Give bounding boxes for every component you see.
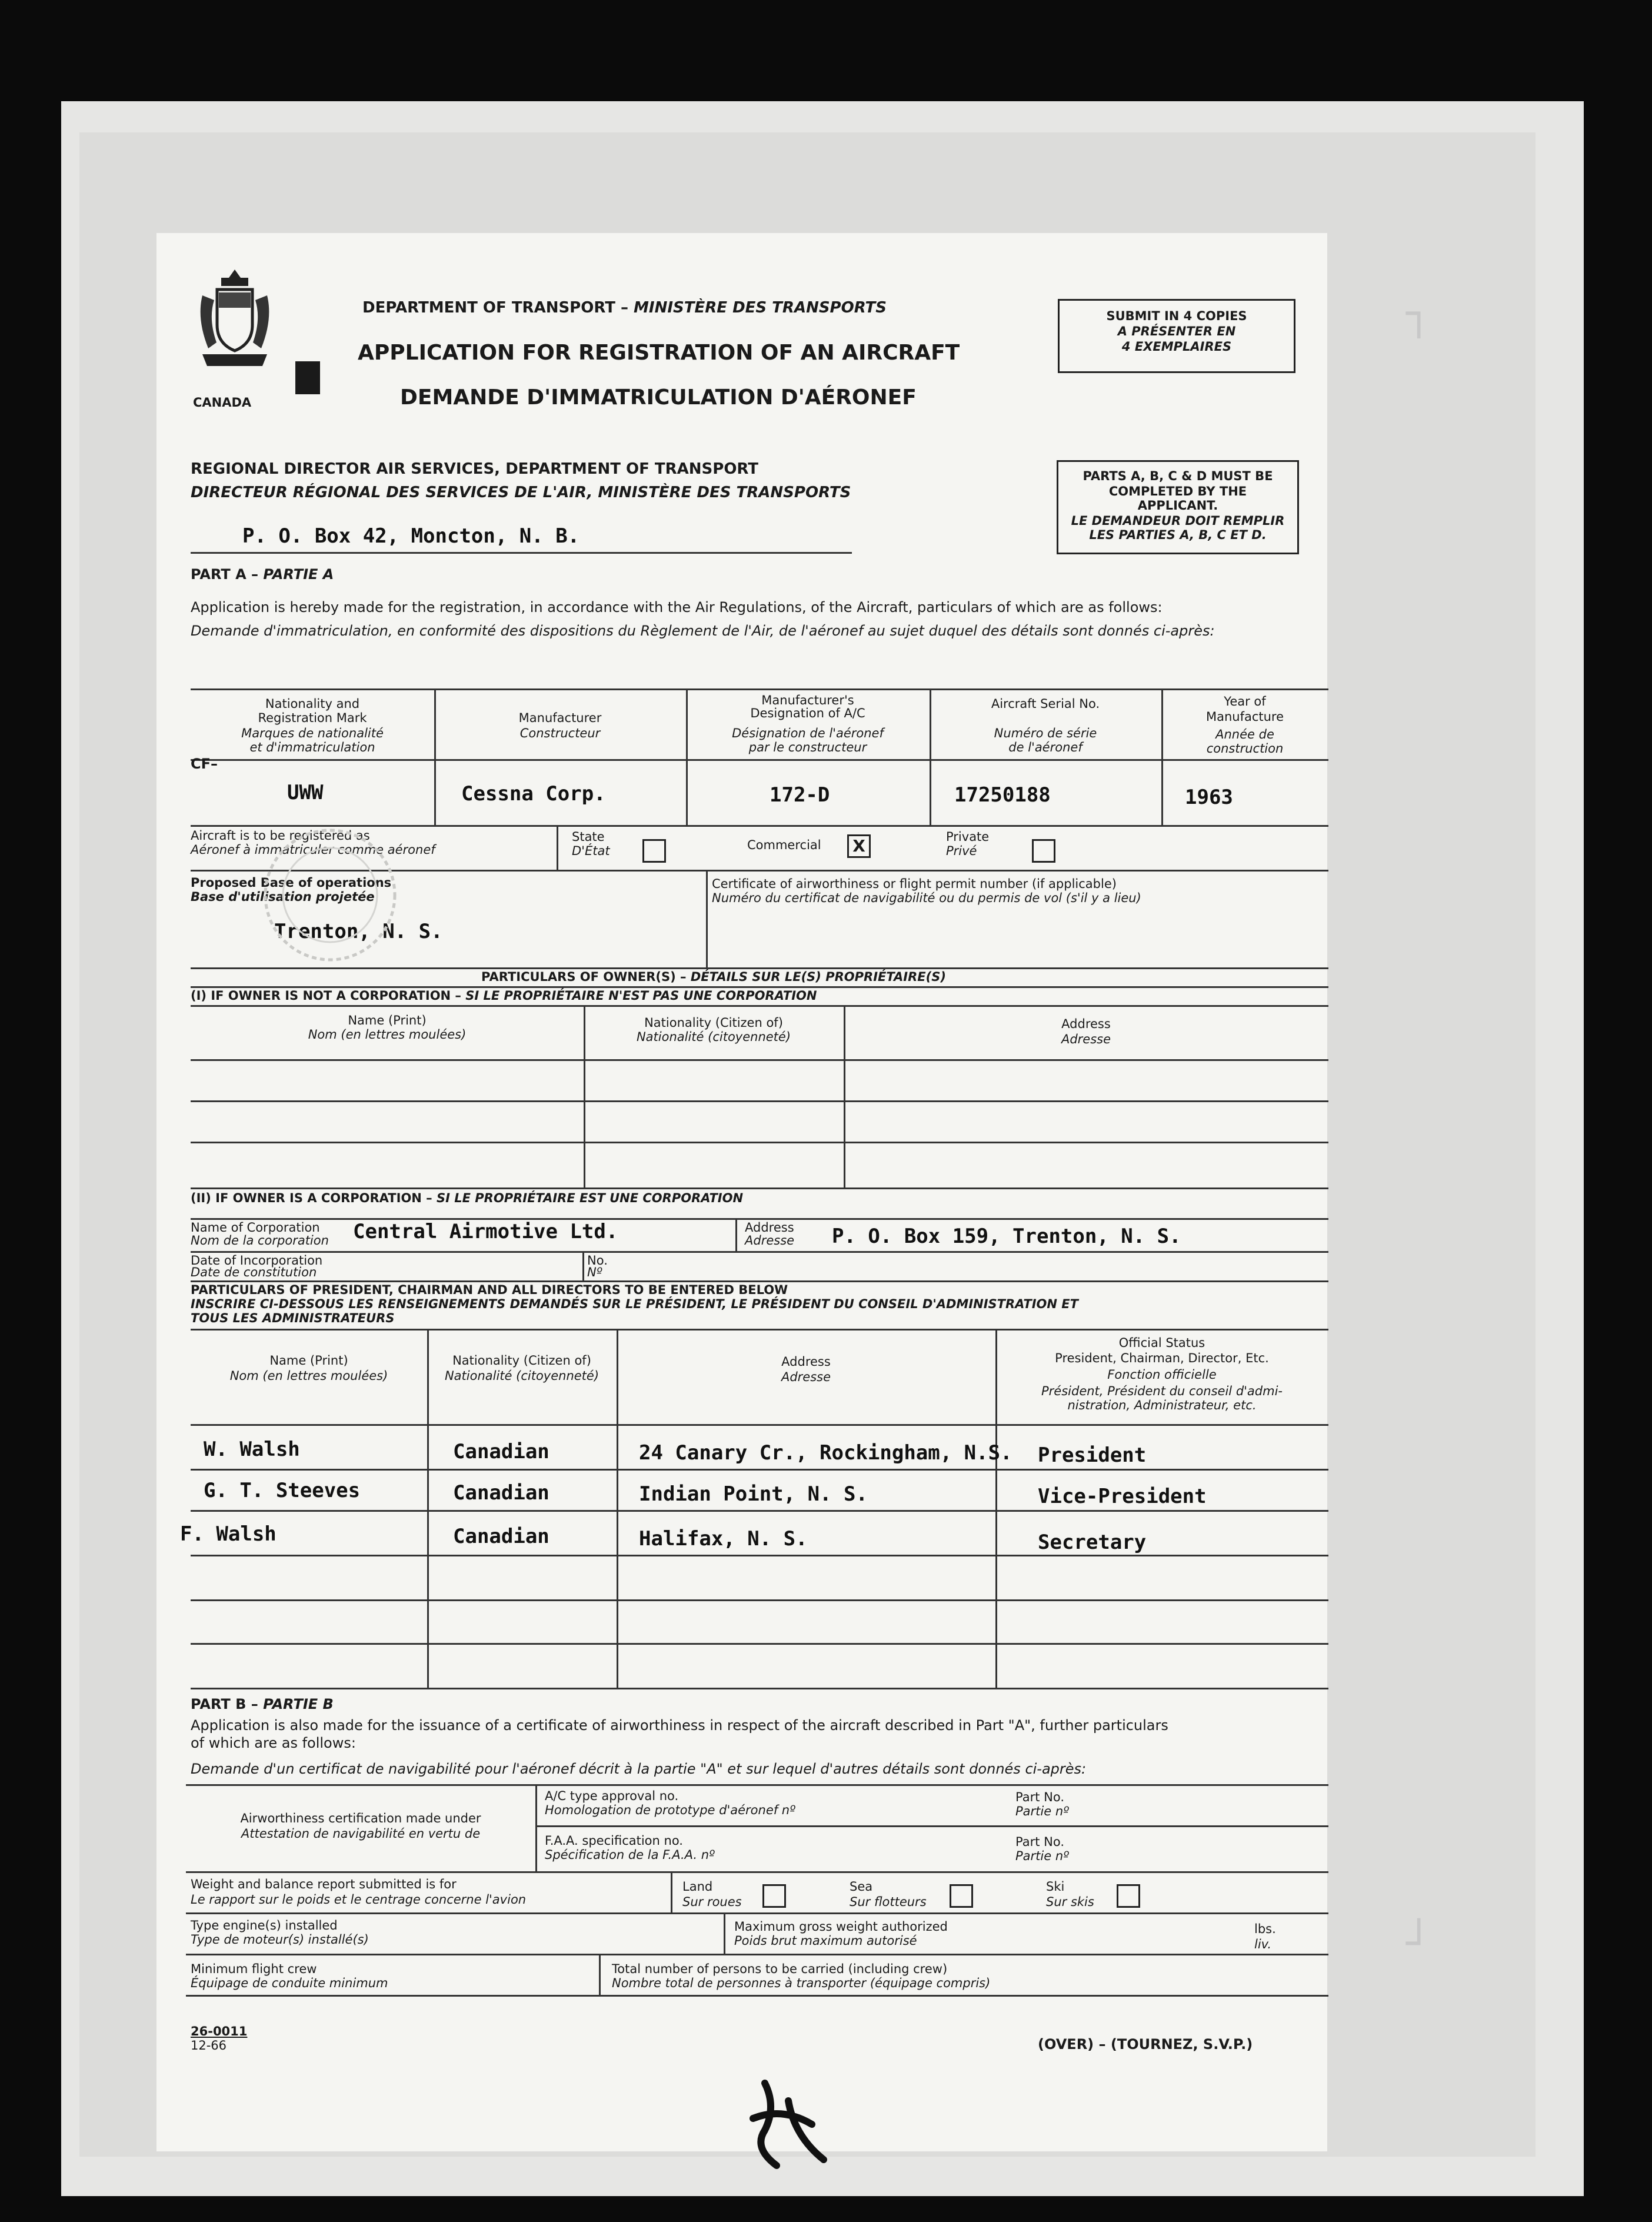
director-row-2-nationality: Canadian <box>453 1481 549 1505</box>
ski-checkbox[interactable] <box>1117 1884 1140 1908</box>
owners-heading: PARTICULARS OF OWNER(S) – DÉTAILS SUR LE(S) PROPRIÉTAIRE(S) <box>481 970 946 984</box>
over-label: (OVER) – (TOURNEZ, S.V.P.) <box>1038 2036 1253 2053</box>
corner-mark: ┐ <box>1406 288 1432 338</box>
canada-coat-of-arms-icon <box>191 266 279 378</box>
title-en: APPLICATION FOR REGISTRATION OF AN AIRCRAFT <box>358 341 960 365</box>
canada-label: CANADA <box>193 395 252 410</box>
state-checkbox[interactable] <box>642 839 666 863</box>
regional-director-fr: DIRECTEUR RÉGIONAL DES SERVICES DE L'AIR, MINISTÈRE DES TRANSPORTS <box>191 484 851 501</box>
corporation-address-value: P. O. Box 159, Trenton, N. S. <box>832 1225 1181 1248</box>
form-date: 12-66 <box>191 2038 227 2053</box>
director-row-1-status: President <box>1038 1443 1147 1467</box>
land-checkbox[interactable] <box>762 1884 786 1908</box>
form-number: 26-0011 <box>191 2024 248 2038</box>
part-a-intro-en: Application is hereby made for the registration, in accordance with the Air Regulations, of the Aircraft, particulars of which are as follows: <box>191 599 1163 616</box>
part-a-title: PART A – PARTIE A <box>191 566 334 583</box>
director-row-1-nationality: Canadian <box>453 1440 549 1463</box>
part-b-intro-en: Application is also made for the issuance of a certificate of airworthiness in respect of the aircraft described in Part "A", further particulars <box>191 1717 1168 1734</box>
seal-stamp-icon <box>257 821 404 969</box>
director-row-3-nationality: Canadian <box>453 1525 549 1548</box>
registration-mark: UWW <box>287 781 324 804</box>
base-value: Trenton, N. S. <box>274 920 443 943</box>
regional-address: P. O. Box 42, Moncton, N. B. <box>242 524 580 548</box>
manufacturer-value: Cessna Corp. <box>461 782 606 806</box>
director-row-2-status: Vice-President <box>1038 1485 1207 1508</box>
designation-value: 172-D <box>770 783 830 807</box>
director-row-2-name: G. T. Steeves <box>204 1479 361 1502</box>
title-fr: DEMANDE D'IMMATRICULATION D'AÉRONEF <box>400 385 917 410</box>
not-corporation-heading: (I) IF OWNER IS NOT A CORPORATION – SI LE PROPRIÉTAIRE N'EST PAS UNE CORPORATION <box>191 989 817 1003</box>
commercial-checkbox[interactable] <box>847 834 871 858</box>
director-row-1-name: W. Walsh <box>204 1438 300 1461</box>
corporation-name-value: Central Airmotive Ltd. <box>353 1220 618 1243</box>
director-row-2-address: Indian Point, N. S. <box>639 1482 868 1506</box>
commercial-check-mark: X <box>852 836 865 856</box>
year-value: 1963 <box>1185 786 1233 809</box>
cf-prefix: CF– <box>191 756 218 772</box>
serial-value: 17250188 <box>954 783 1051 807</box>
regional-director-en: REGIONAL DIRECTOR AIR SERVICES, DEPARTMENT OF TRANSPORT <box>191 460 759 478</box>
part-b-title: PART B – PARTIE B <box>191 1696 334 1712</box>
department-heading: DEPARTMENT OF TRANSPORT – MINISTÈRE DES TRANSPORTS <box>362 299 887 317</box>
form-page: CANADA DEPARTMENT OF TRANSPORT – MINISTÈRE DES TRANSPORTS APPLICATION FOR REGISTRATION OF AN AIRCRAFT DEMANDE D'IMMATRICULATION D'AÉRONEF SUBMIT IN 4 COPIES A PRÉSENTER EN 4 EXEMPLAIRES REGIONAL DIRECTOR AIR SERVICES, DEPARTMENT OF TRANSPORT DIRECTEUR RÉGIONAL DES SERVICES DE L'AIR, MINISTÈRE DES TRANSPORTS P. O. Box 42, Moncton, N. B. PARTS A, B, C & D MUST BE COMPLETED BY THE APPLICANT. LE DEMANDEUR DOIT REMPLIR LES PARTIES A, B, C ET D. PART A – PARTIE A Application is hereby made for the registration, in accordance with the Air Regulations, of the Aircraft, particulars of which are as follows: Demande d'immatriculation, en conformité des dispositions du Règlement de l'Air, de l'aéronef au sujet duquel des détails sont donnés ci-après: Nationality and Registration Mark Marques de nationalité et d'immatriculation Manufacturer Constructeur Manufacturer's Designation of A/C Désignation de l'aéronef par le constructeur Aircraft Serial No. Numéro de série de l'aéronef Year of Manufacture Année de construction CF– UWW Cessna Corp. 172-D 17250188 1963 Aircraft is to be registered as Aéronef à immatriculer comme aéronef State D'État Commercial X Private Privé Proposed Base of operations Base d'utilisation projetée Trenton, N. S. Certificate of airworthiness or flight permit number (if applicable) Numéro du certificat de navigabilité ou du permis de vol (s'il y a lieu) PARTICULARS OF OWNER(S) – DÉTAILS SUR LE(S) PROPRIÉTAIRE(S) (I) IF OWNER IS NOT A CORPORATION – SI LE PROPRIÉTAIRE N'EST PAS UNE CORPORATION Name (Print) Nom (en lettres moulées) Nationality (Citizen of) Nationalité (citoyenneté) Address Adresse (II) IF OWNER IS A CORPORATION – SI LE PROPRIÉTAIRE EST UNE CORPORATION Name of Corporation Nom de la corporation Central Airmotive Ltd. Address Adresse P. O. Box 159, Trenton, N. S. Date of Incorporation Date de constitution No. Nº PARTICULARS OF PRESIDENT, CHAIRMAN AND ALL DIRECTORS TO BE ENTERED BELOW INSCRIRE CI-DESSOUS LES RENSEIGNEMENTS DEMANDÉS SUR LE PRÉSIDENT, LE PRÉSIDENT DU CONSEIL D'ADMINISTRATION ET TOUS LES ADMINISTRATEURS Name (Print) Nom (en lettres moulées) Nationality (Citizen of) Nationalité (citoyenneté) Address Adresse Official Status President, Chairman, Director, Etc. Fonction officielle Président, Président du conseil d'admi- nistration, Administrateur, etc. W. Walsh Canadian 24 Canary Cr., Rockingham, N.S. President G. T. Steeves Canadian Indian Point, N. S. Vice-President F. Walsh Canadian Halifax, N. S. Secretary PART B – PARTIE B Application is also made for the issuance of a certificate of airworthiness in respect of the aircraft described in Part "A", further particulars of which are as follows: Demande d'un certificat de navigabilité pour l'aéronef décrit à la partie "A" et sur lequel d'autres détails sont donnés ci-après: Airworthiness certification made under Attestation de navigabilité en vertu de A/C type approval no. Homologation de prototype d'aéronef nº Part No. Partie nº F.A.A. specification no. Spécification de la F.A.A. nº Part No. Partie nº Weight and balance report submitted is for Le rapport sur le poids et le centrage concerne l'avion Land Sur roues Sea Sur flotteurs Ski Sur skis Type engine(s) installed Type de moteur(s) installé(s) Maximum gross weight authorized Poids brut maximum autorisé lbs. liv. Minimum flight crew Équipage de conduite minimum Total number of persons to be carried (including crew) Nombre total de personnes à transporter (équipage compris) 26-0011 12-66 (OVER) – (TOURNEZ, S.V.P.) <box>156 233 1327 2151</box>
director-row-3-status: Secretary <box>1038 1531 1147 1554</box>
part-a-intro-fr: Demande d'immatriculation, en conformité des dispositions du Règlement de l'Air, de l'aéronef au sujet duquel des détails sont donnés ci-après: <box>191 623 1215 639</box>
part-b-intro-fr: Demande d'un certificat de navigabilité pour l'aéronef décrit à la partie "A" et sur lequel d'autres détails sont donnés ci-après: <box>191 1761 1087 1777</box>
corporation-heading: (II) IF OWNER IS A CORPORATION – SI LE PROPRIÉTAIRE EST UNE CORPORATION <box>191 1191 744 1205</box>
stamp-mark <box>295 361 320 394</box>
scribble-mark-icon <box>730 2077 835 2171</box>
directors-heading: PARTICULARS OF PRESIDENT, CHAIRMAN AND ALL DIRECTORS TO BE ENTERED BELOW <box>191 1283 788 1297</box>
private-checkbox[interactable] <box>1032 839 1055 863</box>
director-row-3-address: Halifax, N. S. <box>639 1527 808 1551</box>
parts-required-box: PARTS A, B, C & D MUST BE COMPLETED BY THE APPLICANT. LE DEMANDEUR DOIT REMPLIR LES PARTIES A, B, C ET D. <box>1057 460 1299 554</box>
sea-checkbox[interactable] <box>950 1884 973 1908</box>
submit-copies-box: SUBMIT IN 4 COPIES A PRÉSENTER EN 4 EXEMPLAIRES <box>1058 299 1295 373</box>
director-row-1-address: 24 Canary Cr., Rockingham, N.S. <box>639 1441 1012 1465</box>
director-row-3-name: F. Walsh <box>180 1522 277 1546</box>
corner-mark: ┘ <box>1406 1918 1432 1968</box>
